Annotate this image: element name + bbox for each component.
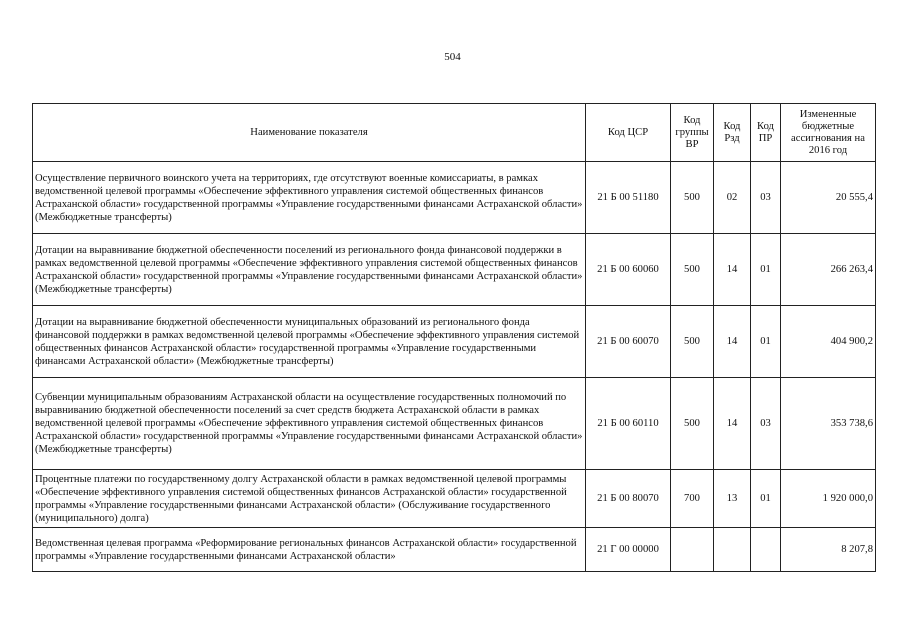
row-rzd: 14 <box>714 306 751 378</box>
header-amount: Измененные бюджетные ассигнования на 2016 год <box>781 104 876 162</box>
row-name: Процентные платежи по государственному долгу Астраханской области в рамках ведомственной целевой программы «Обеспечение эффективного управления системой общественных финансов Астраханской области» государственной программы «Управление государственными финансами Астраханской области» (Обслуживание государственного (муниципального) долга) <box>33 470 586 528</box>
row-vr: 700 <box>671 470 714 528</box>
row-vr: 500 <box>671 162 714 234</box>
table-row <box>33 162 876 234</box>
row-csr: 21 Б 00 51180 <box>586 162 671 234</box>
row-csr: 21 Б 00 60070 <box>586 306 671 378</box>
row-pr: 03 <box>751 378 781 470</box>
row-pr: 03 <box>751 162 781 234</box>
table-row <box>33 528 876 572</box>
row-rzd: 13 <box>714 470 751 528</box>
row-csr: 21 Б 00 60110 <box>586 378 671 470</box>
page-number: 504 <box>444 51 461 63</box>
row-rzd: 02 <box>714 162 751 234</box>
table-row <box>33 234 876 306</box>
table-row <box>33 306 876 378</box>
row-vr: 500 <box>671 234 714 306</box>
row-amount: 404 900,2 <box>781 306 876 378</box>
row-rzd: 14 <box>714 378 751 470</box>
row-name: Дотации на выравнивание бюджетной обеспеченности поселений из регионального фонда финансовой поддержки в рамках ведомственной целевой программы «Обеспечение эффективного управления системой общественных финансов Астраханской области» государственной программы «Управление государственными финансами Астраханской области» (Межбюджетные трансферты) <box>33 234 586 306</box>
row-amount: 8 207,8 <box>781 528 876 572</box>
row-amount: 20 555,4 <box>781 162 876 234</box>
row-rzd: 14 <box>714 234 751 306</box>
row-name: Осуществление первичного воинского учета на территориях, где отсутствуют военные комиссариаты, в рамках ведомственной целевой программы «Обеспечение эффективного управления системой общественных финансов Астраханской области» государственной программы «Управление государственными финансами Астраханской области» (Межбюджетные трансферты) <box>33 162 586 234</box>
table-row <box>33 470 876 528</box>
table-row <box>33 378 876 470</box>
row-rzd <box>714 528 751 572</box>
header-csr: Код ЦСР <box>586 104 671 162</box>
row-amount: 353 738,6 <box>781 378 876 470</box>
row-pr: 01 <box>751 306 781 378</box>
row-amount: 1 920 000,0 <box>781 470 876 528</box>
row-amount: 266 263,4 <box>781 234 876 306</box>
row-name: Дотации на выравнивание бюджетной обеспеченности муниципальных образований из регионального фонда финансовой поддержки в рамках ведомственной целевой программы «Обеспечение эффективного управления системой общественных финансов Астраханской области» государственной программы «Управление государственными финансами Астраханской области» (Межбюджетные трансферты) <box>33 306 586 378</box>
row-pr: 01 <box>751 470 781 528</box>
row-pr <box>751 528 781 572</box>
row-name: Субвенции муниципальным образованиям Астраханской области на осуществление государственных полномочий по выравниванию бюджетной обеспеченности поселений за счет средств бюджета Астраханской области в рамках ведомственной целевой программы «Обеспечение эффективного управления системой общественных финансов Астраханской области» государственной программы «Управление государственными финансами Астраханской области» (Межбюджетные трансферты) <box>33 378 586 470</box>
row-vr <box>671 528 714 572</box>
row-vr: 500 <box>671 306 714 378</box>
row-csr: 21 Б 00 60060 <box>586 234 671 306</box>
header-pr: Код ПР <box>751 104 781 162</box>
header-rzd: Код Рзд <box>714 104 751 162</box>
header-name: Наименование показателя <box>33 104 586 162</box>
row-pr: 01 <box>751 234 781 306</box>
row-name: Ведомственная целевая программа «Реформирование региональных финансов Астраханской области» государственной программы «Управление государственными финансами Астраханской области» <box>33 528 586 572</box>
header-vr: Код группы ВР <box>671 104 714 162</box>
row-vr: 500 <box>671 378 714 470</box>
budget-table <box>32 103 876 572</box>
table-header-row <box>33 104 876 162</box>
row-csr: 21 Г 00 00000 <box>586 528 671 572</box>
row-csr: 21 Б 00 80070 <box>586 470 671 528</box>
